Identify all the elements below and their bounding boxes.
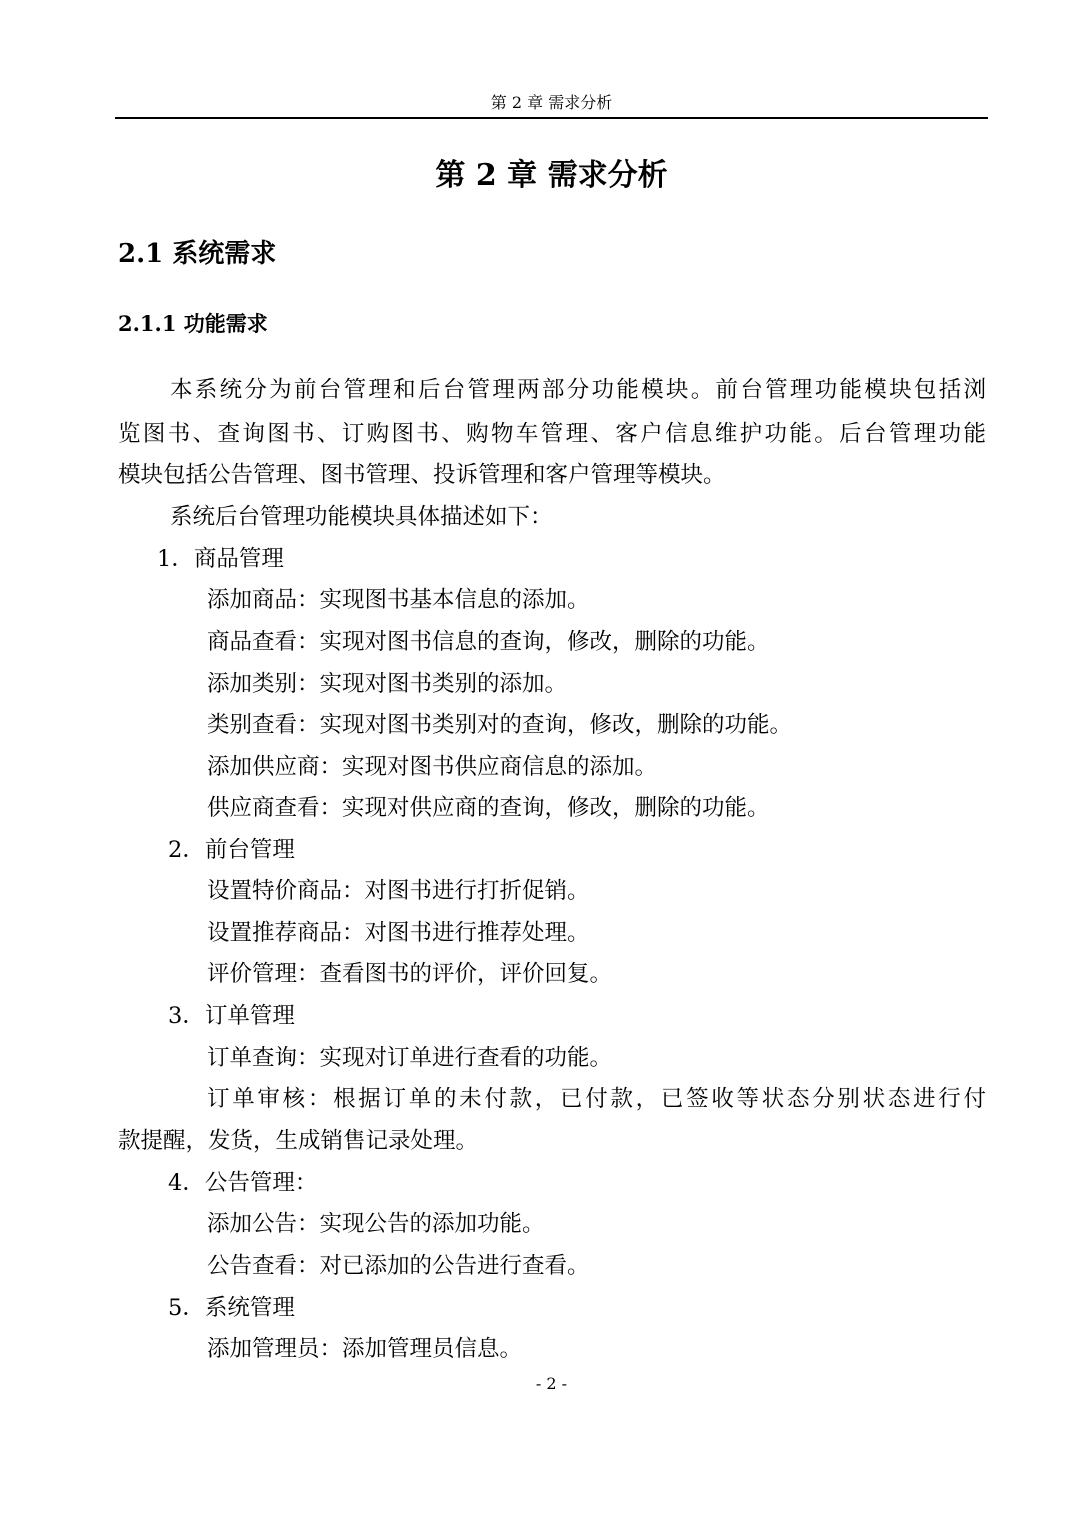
list-heading: 4．公告管理： xyxy=(168,1170,318,1196)
paragraph-line: 本系统分为前台管理和后台管理两部分功能模块。前台管理功能模块包括浏 xyxy=(170,377,986,403)
chapter-title: 第 2 章 需求分析 xyxy=(435,158,668,193)
list-heading: 3．订单管理 xyxy=(168,1003,295,1029)
list-item: 添加公告：实现公告的添加功能。 xyxy=(207,1211,545,1237)
paragraph-line: 系统后台管理功能模块具体描述如下： xyxy=(170,504,553,530)
list-heading: 1．商品管理 xyxy=(157,546,284,572)
list-item: 订单查询：实现对订单进行查看的功能。 xyxy=(207,1045,613,1071)
list-heading: 2．前台管理 xyxy=(168,837,295,863)
list-heading: 5．系统管理 xyxy=(168,1295,295,1321)
list-item: 添加类别：实现对图书类别的添加。 xyxy=(207,671,568,697)
list-item-continuation: 款提醒，发货，生成销售记录处理。 xyxy=(118,1128,479,1154)
list-item: 设置推荐商品：对图书进行推荐处理。 xyxy=(207,920,590,946)
list-item: 订单审核：根据订单的未付款，已付款，已签收等状态分别状态进行付 xyxy=(207,1086,986,1112)
list-item: 类别查看：实现对图书类别对的查询，修改，删除的功能。 xyxy=(207,712,793,738)
subsection-heading: 2.1.1 功能需求 xyxy=(118,311,268,336)
section-heading: 2.1 系统需求 xyxy=(118,239,277,269)
paragraph-line: 览图书、查询图书、订购图书、购物车管理、客户信息维护功能。后台管理功能 xyxy=(118,421,986,447)
header-rule xyxy=(115,117,988,119)
paragraph-line: 模块包括公告管理、图书管理、投诉管理和客户管理等模块。 xyxy=(118,462,726,488)
list-item: 供应商查看：实现对供应商的查询，修改，删除的功能。 xyxy=(207,795,770,821)
list-item: 评价管理：查看图书的评价，评价回复。 xyxy=(207,961,613,987)
list-item: 公告查看：对已添加的公告进行查看。 xyxy=(207,1253,590,1279)
list-item: 添加管理员：添加管理员信息。 xyxy=(207,1336,523,1362)
list-item: 商品查看：实现对图书信息的查询，修改，删除的功能。 xyxy=(207,629,770,655)
page-number: - 2 - xyxy=(535,1374,568,1393)
list-item: 添加供应商：实现对图书供应商信息的添加。 xyxy=(207,754,658,780)
list-item: 添加商品：实现图书基本信息的添加。 xyxy=(207,587,590,613)
running-header: 第 2 章 需求分析 xyxy=(490,93,613,112)
list-item: 设置特价商品：对图书进行打折促销。 xyxy=(207,878,590,904)
